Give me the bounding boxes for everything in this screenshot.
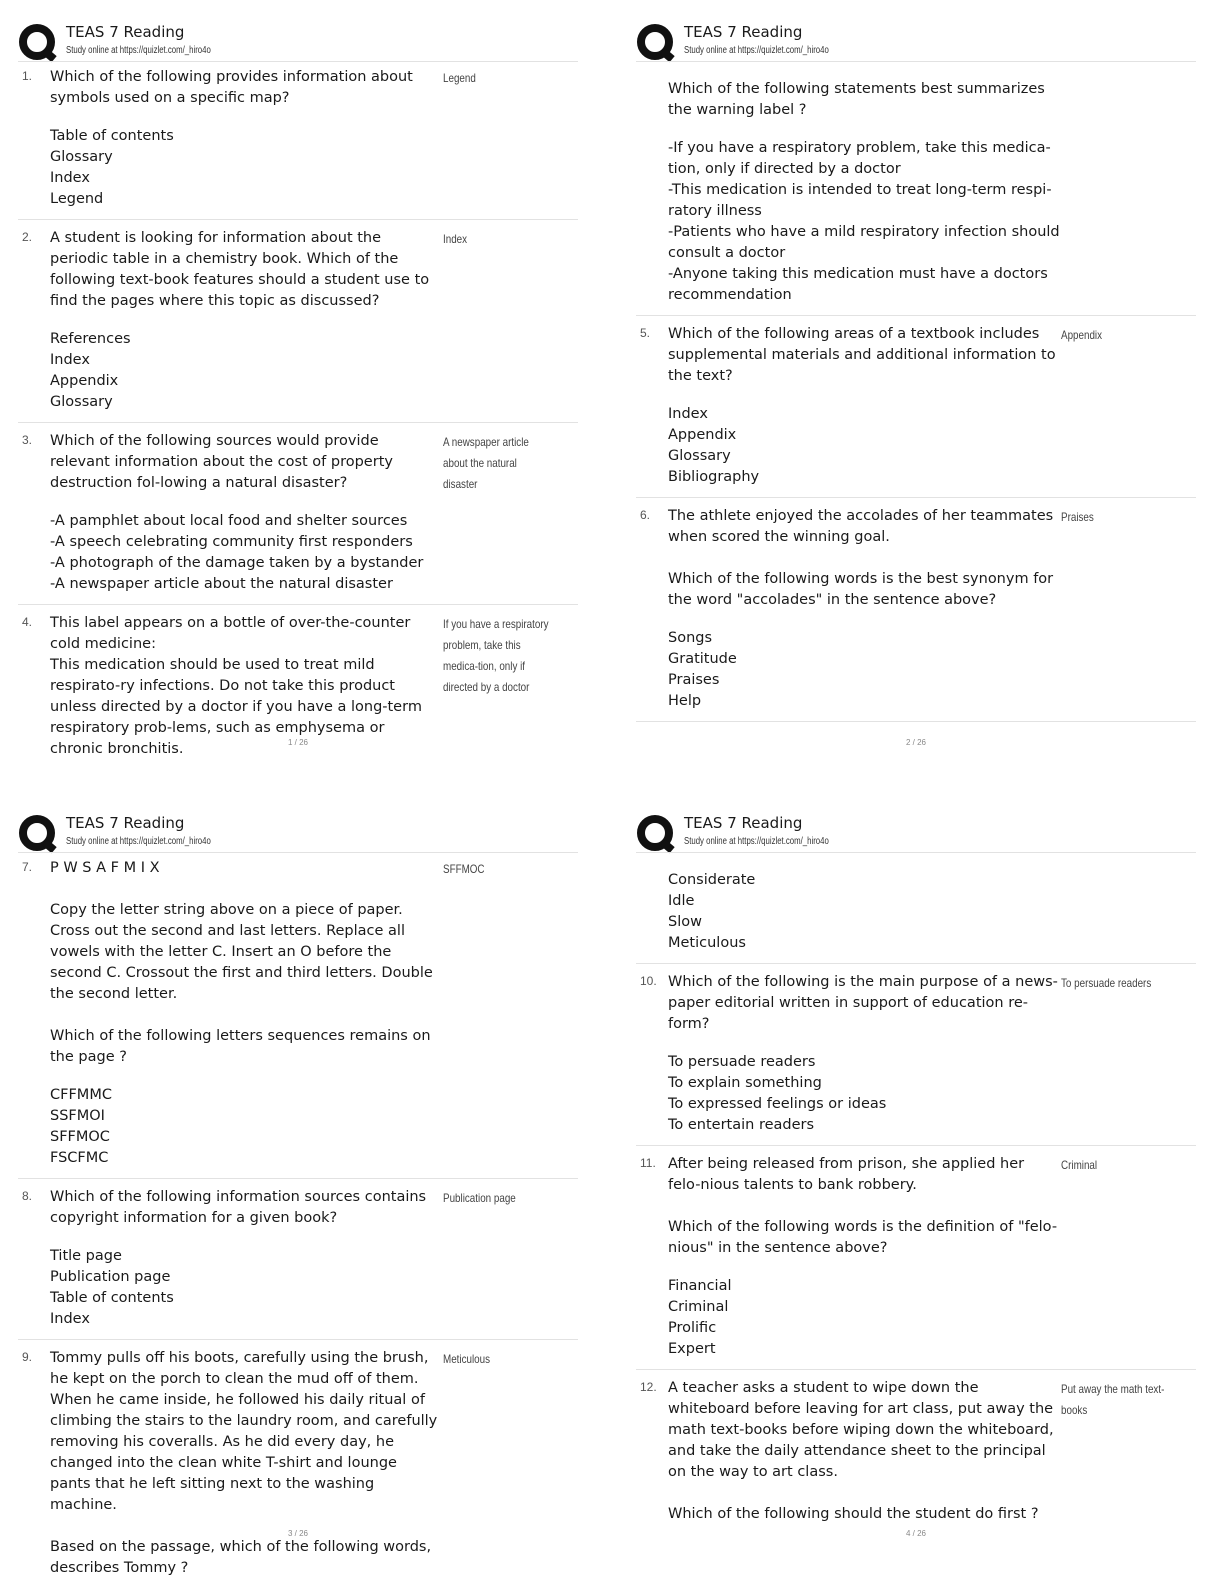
question-6 — [636, 506, 1196, 722]
page-number: 1 / 26 — [287, 738, 308, 747]
options-list — [668, 870, 1196, 954]
option: Financial — [668, 1278, 732, 1294]
study-link[interactable]: Study online at https://quizlet.com/_hiro4o — [66, 836, 211, 847]
option: Legend — [50, 191, 104, 207]
question-text: Which of the following is the main purpose of a news-paper editorial written in support of education re-form? — [668, 974, 1058, 1032]
option: -Patients who have a mild respiratory infection should consult a doctor — [668, 224, 1060, 261]
question-12 — [636, 1378, 1196, 1535]
question-number: 12. — [640, 1380, 657, 1394]
option: To explain something — [668, 1075, 822, 1091]
study-link[interactable]: Study online at https://quizlet.com/_hiro4o — [684, 836, 829, 847]
option: Prolific — [668, 1320, 717, 1336]
question-number: 11. — [640, 1156, 656, 1170]
option: Table of contents — [50, 128, 174, 144]
option: Bibliography — [668, 469, 760, 485]
question-2 — [18, 228, 578, 423]
document-page-1 — [18, 20, 578, 760]
option: -This medication is intended to treat long-term respi-ratory illness — [668, 182, 1052, 219]
question-11 — [636, 1154, 1196, 1370]
option: Help — [668, 693, 702, 709]
question-number: 10. — [640, 974, 657, 988]
option: SSFMOI — [50, 1108, 105, 1124]
answer-text: Put away the math text-books — [1061, 1382, 1165, 1417]
option: To expressed feelings or ideas — [668, 1096, 887, 1112]
answer-text: Publication page — [443, 1191, 516, 1205]
page-header — [18, 811, 578, 851]
question-1 — [18, 67, 578, 220]
page-header — [636, 20, 1196, 60]
option: Meticulous — [668, 935, 746, 951]
answer-text: Index — [443, 232, 468, 246]
option: Criminal — [668, 1299, 729, 1315]
question-text: The athlete enjoyed the accolades of her teammates when scored the winning goal. Which of the following words is the best synonym for the word "accolades" in the sentence above? — [668, 508, 1054, 608]
question-text: After being released from prison, she applied her felo-nious talents to bank robbery. Which of the following words is the definition of "felo-nious" in the sentence above? — [668, 1156, 1058, 1256]
question-10 — [636, 972, 1196, 1146]
option: -If you have a respiratory problem, take this medica-tion, only if directed by a doctor — [668, 140, 1051, 177]
page-header — [18, 20, 578, 60]
option: -A photograph of the damage taken by a bystander — [50, 555, 424, 571]
quizlet-logo-icon — [636, 23, 676, 63]
option: Glossary — [50, 394, 113, 410]
page-number: 2 / 26 — [905, 738, 926, 747]
option: Praises — [668, 672, 720, 688]
answer-text: To persuade readers — [1061, 976, 1152, 990]
question-number: 8. — [22, 1189, 33, 1203]
question-text: A teacher asks a student to wipe down the whiteboard before leaving for art class, put away the math text-books before wiping down the whiteboard, and take the daily attendance sheet to the principal on the way to art class. Which of the following should the student do first ? — [668, 1380, 1054, 1522]
option: References — [50, 331, 131, 347]
quizlet-logo-icon — [18, 814, 58, 854]
question-text: Tommy pulls off his boots, carefully using the brush, he kept on the porch to clean the mud off of them. When he came inside, he followed his daily ritual of climbing the stairs to the laundry room, and carefully removing his coveralls. As he did every day, he changed into the clean white T-shirt and lounge pants that he left sitting next to the washing machine. Based on the passage, which of the following words, describes Tommy ? — [50, 1350, 438, 1576]
study-link[interactable]: Study online at https://quizlet.com/_hiro4o — [66, 45, 211, 56]
option: Index — [50, 1311, 90, 1327]
option: Publication page — [50, 1269, 171, 1285]
quizlet-logo-icon — [636, 814, 676, 854]
question-text: This label appears on a bottle of over-the-counter cold medicine: This medication should be used to treat mild respirato-ry infections. Do not take this product unless directed by a doctor if you have a long-term respiratory prob-lems, such as emphysema or chronic bronchitis. — [50, 615, 422, 757]
option: Songs — [668, 630, 713, 646]
question-number: 4. — [22, 615, 33, 629]
question-text: A student is looking for information about the periodic table in a chemistry book. Which of the following text-book features should a student use to find the pages where this topic as discussed? — [50, 230, 430, 309]
brand-title: TEAS 7 Reading — [66, 814, 185, 832]
option: Appendix — [668, 427, 737, 443]
question-text: Which of the following sources would provide relevant information about the cost of property destruction fol-lowing a natural disaster? — [50, 433, 393, 491]
question-number: 5. — [640, 326, 651, 340]
answer-text: Meticulous — [443, 1352, 491, 1366]
question-4-continued — [636, 67, 1196, 316]
options-list — [50, 1246, 578, 1330]
question-number: 2. — [22, 230, 33, 244]
option: Gratitude — [668, 651, 737, 667]
header-divider — [18, 852, 578, 853]
options-list — [668, 1052, 1196, 1136]
question-5 — [636, 324, 1196, 498]
page-header — [636, 811, 1196, 851]
question-9-continued — [636, 858, 1196, 964]
option: -A pamphlet about local food and shelter sources — [50, 513, 408, 529]
option: Glossary — [50, 149, 113, 165]
question-8 — [18, 1187, 578, 1340]
answer-text: SFFMOC — [443, 862, 485, 876]
options-list — [50, 329, 578, 413]
answer-text: Criminal — [1061, 1158, 1098, 1172]
header-divider — [636, 61, 1196, 62]
options-list — [50, 126, 578, 210]
header-divider — [636, 852, 1196, 853]
question-number: 3. — [22, 433, 33, 447]
option: -A speech celebrating community first responders — [50, 534, 413, 550]
question-7 — [18, 858, 578, 1179]
options-list — [668, 138, 1060, 306]
options-list — [668, 1276, 1196, 1360]
option: -A newspaper article about the natural disaster — [50, 576, 393, 592]
option: Expert — [668, 1341, 716, 1357]
answer-text: Praises — [1061, 510, 1094, 524]
option: -Anyone taking this medication must have a doctors recommendation — [668, 266, 1048, 303]
options-list — [668, 628, 1196, 712]
brand-title: TEAS 7 Reading — [684, 23, 803, 41]
answer-text: A newspaper article about the natural disaster — [443, 435, 529, 491]
option: Index — [50, 170, 90, 186]
option: To persuade readers — [668, 1054, 816, 1070]
question-text: Which of the following statements best summarizes the warning label ? — [668, 81, 1045, 118]
question-number: 1. — [22, 69, 33, 83]
document-page-2 — [636, 20, 1196, 760]
quizlet-logo-icon — [18, 23, 58, 63]
options-list — [50, 511, 578, 595]
answer-text: If you have a respiratory problem, take this medica-tion, only if directed by a doctor — [443, 617, 549, 694]
question-text: P W S A F M I X Copy the letter string above on a piece of paper. Cross out the second and last letters. Replace all vowels with the letter C. Insert an O before the second C. Crossout the first and third letters. Double the second letter. Which of the following letters sequences remains on the page ? — [50, 860, 433, 1065]
option: Slow — [668, 914, 702, 930]
option: Idle — [668, 893, 695, 909]
page-number: 4 / 26 — [905, 1529, 926, 1538]
option: CFFMMC — [50, 1087, 112, 1103]
option: Index — [50, 352, 90, 368]
document-page-3 — [18, 811, 578, 1576]
option: FSCFMC — [50, 1150, 109, 1166]
question-number: 9. — [22, 1350, 33, 1364]
page-number: 3 / 26 — [287, 1529, 308, 1538]
option: Considerate — [668, 872, 756, 888]
question-9 — [18, 1348, 578, 1589]
options-list — [50, 1085, 578, 1169]
question-number: 6. — [640, 508, 651, 522]
option: Index — [668, 406, 708, 422]
option: Table of contents — [50, 1290, 174, 1306]
option: Glossary — [668, 448, 731, 464]
answer-text: Legend — [443, 71, 476, 85]
document-page-4 — [636, 811, 1196, 1551]
options-list — [668, 404, 1196, 488]
brand-title: TEAS 7 Reading — [684, 814, 803, 832]
option: To entertain readers — [668, 1117, 815, 1133]
option: Title page — [50, 1248, 122, 1264]
answer-text: Appendix — [1061, 328, 1103, 342]
option: Appendix — [50, 373, 119, 389]
question-text: Which of the following provides information about symbols used on a specific map? — [50, 69, 413, 106]
option: SFFMOC — [50, 1129, 110, 1145]
brand-title: TEAS 7 Reading — [66, 23, 185, 41]
study-link[interactable]: Study online at https://quizlet.com/_hiro4o — [684, 45, 829, 56]
question-3 — [18, 431, 578, 605]
question-number: 7. — [22, 860, 33, 874]
header-divider — [18, 61, 578, 62]
question-text: Which of the following information sources contains copyright information for a given book? — [50, 1189, 427, 1226]
question-text: Which of the following areas of a textbook includes supplemental materials and additional information to the text? — [668, 326, 1056, 384]
